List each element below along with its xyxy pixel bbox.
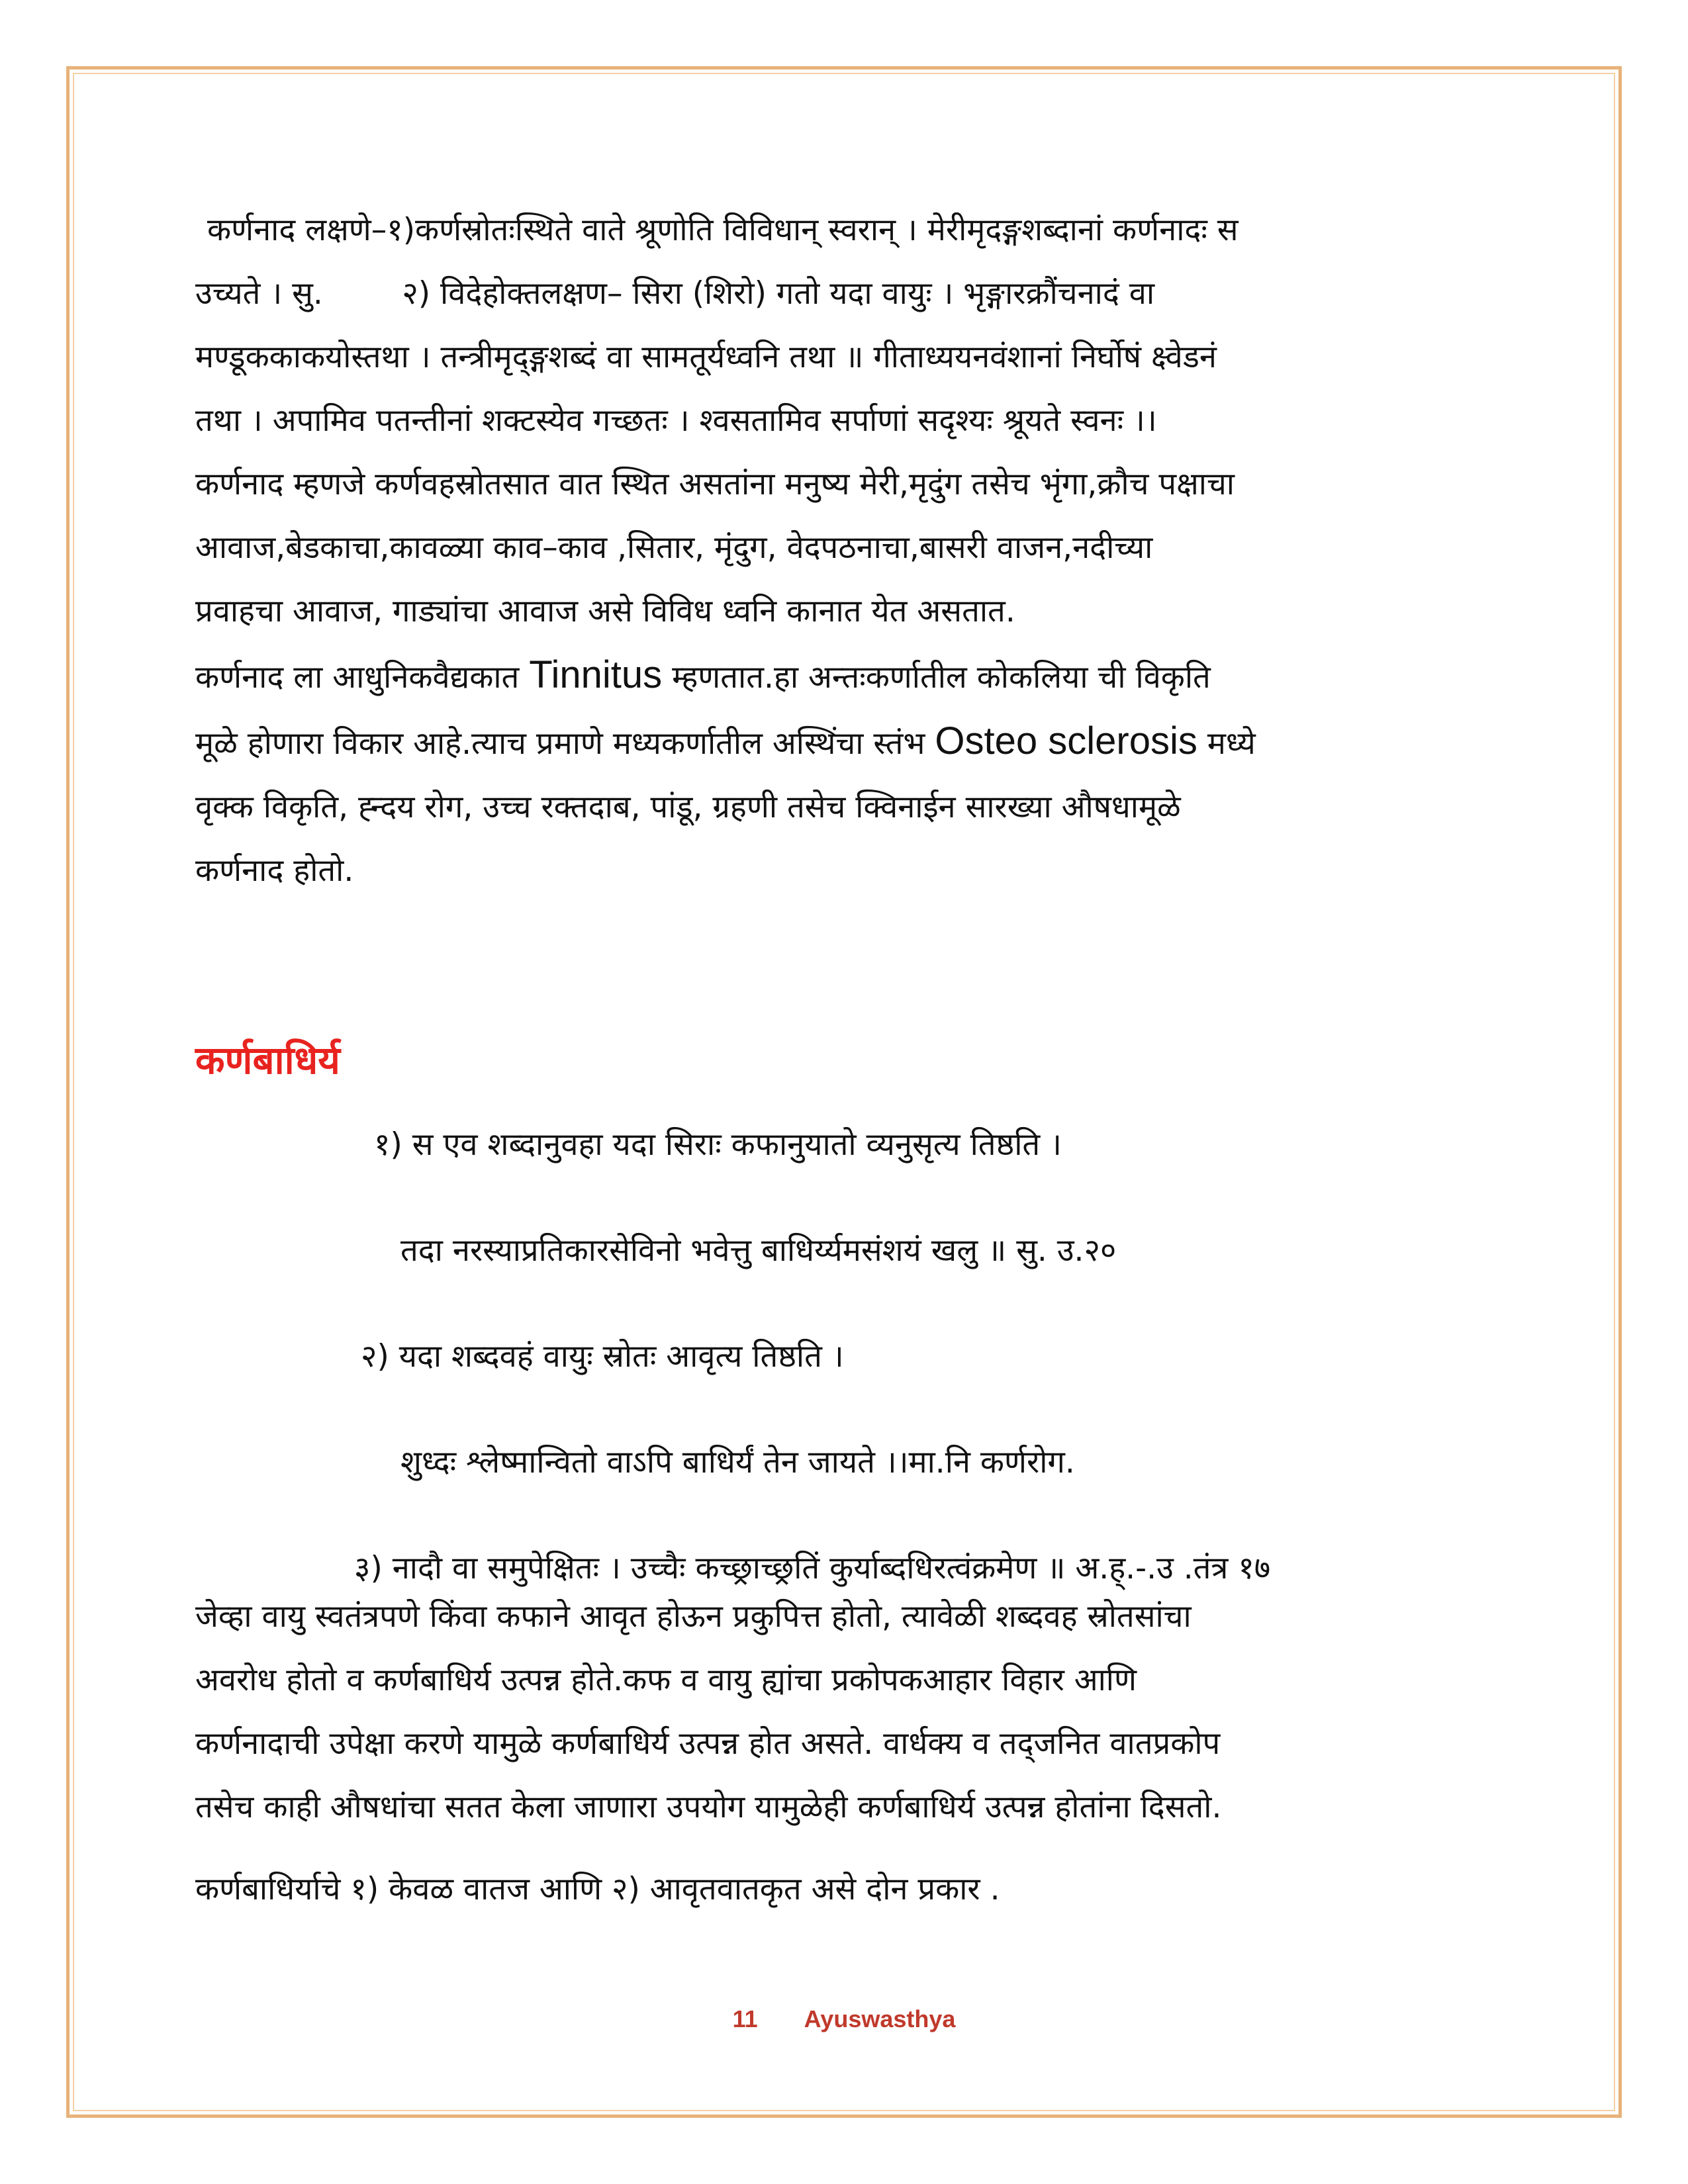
verse-line: ३) नादौ वा समुपेक्षितः । उच्चैः कच्छ्राच्छ्रतिं कुर्याब्दधिरत्वंक्रमेण ॥ अ.ह्.-.उ .तंत्र १७ xyxy=(354,1550,1271,1586)
verse-line: शुध्दः श्लेष्मान्वितो वाऽपि बाधिर्यं तेन जायते ।।मा.नि कर्णरोग. xyxy=(400,1444,1075,1480)
intro-text: मध्ये xyxy=(1197,725,1256,762)
explanation-paragraph xyxy=(195,1585,1493,1839)
intro-line: तथा । अपामिव पतन्तीनां शक्टस्येव गच्छतः । श्वसतामिव सर्पाणां सदृश्यः श्रूयते स्वनः ।। xyxy=(195,402,1157,439)
intro-text: म्हणतात.हा अन्तःकर्णातील कोकलिया ची विकृति xyxy=(662,659,1211,696)
intro-line: उच्यते । सु. २) विदेहोक्तलक्षण– सिरा (शिरो) गतो यदा वायुः । भृङ्गारक्रौंचनादं वा xyxy=(195,275,1155,312)
verse-block xyxy=(195,1125,1493,1655)
intro-text: मूळे होणारा विकार आहे.त्याच प्रमाणे मध्यकर्णातील अस्थिंचा स्तंभ xyxy=(195,725,935,762)
intro-line: वृक्क विकृति, ह्न्दय रोग, उच्च रक्तदाब, पांडू, ग्रहणी तसेच क्विनाईन सारख्या औषधामूळे xyxy=(195,789,1181,825)
section-heading: कर्णबाधिर्य xyxy=(195,1038,340,1083)
page-footer xyxy=(0,2005,1688,2033)
verse-line: तदा नरस्याप्रतिकारसेविनो भवेत्तु बाधिर्य्यमसंशयं खलु ॥ सु. उ.२० xyxy=(400,1232,1117,1269)
intro-line: आवाज,बेडकाचा,कावळ्या काव–काव ,सितार, मृंदुग, वेदपठनाचा,बासरी वाजन,नदीच्या xyxy=(195,529,1153,566)
explanation-line: कर्णनादाची उपेक्षा करणे यामुळे कर्णबाधिर्य उत्पन्न होत असते. वार्धक्य व तद्जनित वातप्रकोप xyxy=(195,1725,1221,1762)
intro-line-osteo xyxy=(195,709,1493,776)
explanation-line: जेव्हा वायु स्वतंत्रपणे किंवा कफाने आवृत होऊन प्रकुपित्त होतो, त्यावेळी शब्दवह स्रोतसांचा xyxy=(195,1598,1192,1635)
intro-line: प्रवाहचा आवाज, गाड्यांचा आवाज असे विविध ध्वनि कानात येत असतात. xyxy=(195,593,1015,629)
tinnitus-term: Tinnitus xyxy=(529,653,663,696)
intro-section xyxy=(195,199,1493,903)
verse-line: २) यदा शब्दवहं वायुः स्रोतः आवृत्य तिष्ठति । xyxy=(361,1338,844,1375)
intro-line-tinnitus xyxy=(195,643,1493,709)
osteo-sclerosis-term: Osteo sclerosis xyxy=(935,719,1197,762)
page-number: 11 xyxy=(732,2005,758,2032)
explanation-line: तसेच काही औषधांचा सतत केला जाणारा उपयोग यामुळेही कर्णबाधिर्य उत्पन्न होतांना दिसतो. xyxy=(195,1789,1222,1825)
publication-name: Ayuswasthya xyxy=(804,2005,956,2032)
explanation-line: अवरोध होतो व कर्णबाधिर्य उत्पन्न होते.कफ व वायु ह्यांचा प्रकोपकआहार विहार आणि xyxy=(195,1662,1137,1698)
types-paragraph: कर्णबाधिर्याचे १) केवळ वातज आणि २) आवृतवातकृत असे दोन प्रकार . xyxy=(195,1871,1000,1907)
intro-line: कर्णनाद होतो. xyxy=(195,852,354,889)
intro-text: कर्णनाद ला आधुनिकवैद्यकात xyxy=(195,659,530,696)
intro-line: मण्डूककाकयोस्तथा । तन्त्रीमृद्ङ्गशब्दं वा सामतूर्यध्वनि तथा ॥ गीताध्ययनवंशानां निर्घोषं क्ष्वेडनं xyxy=(195,339,1217,375)
intro-line: कर्णनाद म्हणजे कर्णवहस्रोतसात वात स्थित असतांना मनुष्य मेरी,मृदुंग तसेच भृंगा,क्रौच पक्षाचा xyxy=(195,466,1235,502)
intro-line: कर्णनाद लक्षणे–१)कर्णस्रोतःस्थिते वाते श्रूणोति विविधान् स्वरान् । मेरीमृदङ्गशब्दानां कर्णनादः स xyxy=(207,212,1239,248)
verse-line: १) स एव शब्दानुवहा यदा सिराः कफानुयातो व्यनुसृत्य तिष्ठति । xyxy=(374,1126,1062,1163)
